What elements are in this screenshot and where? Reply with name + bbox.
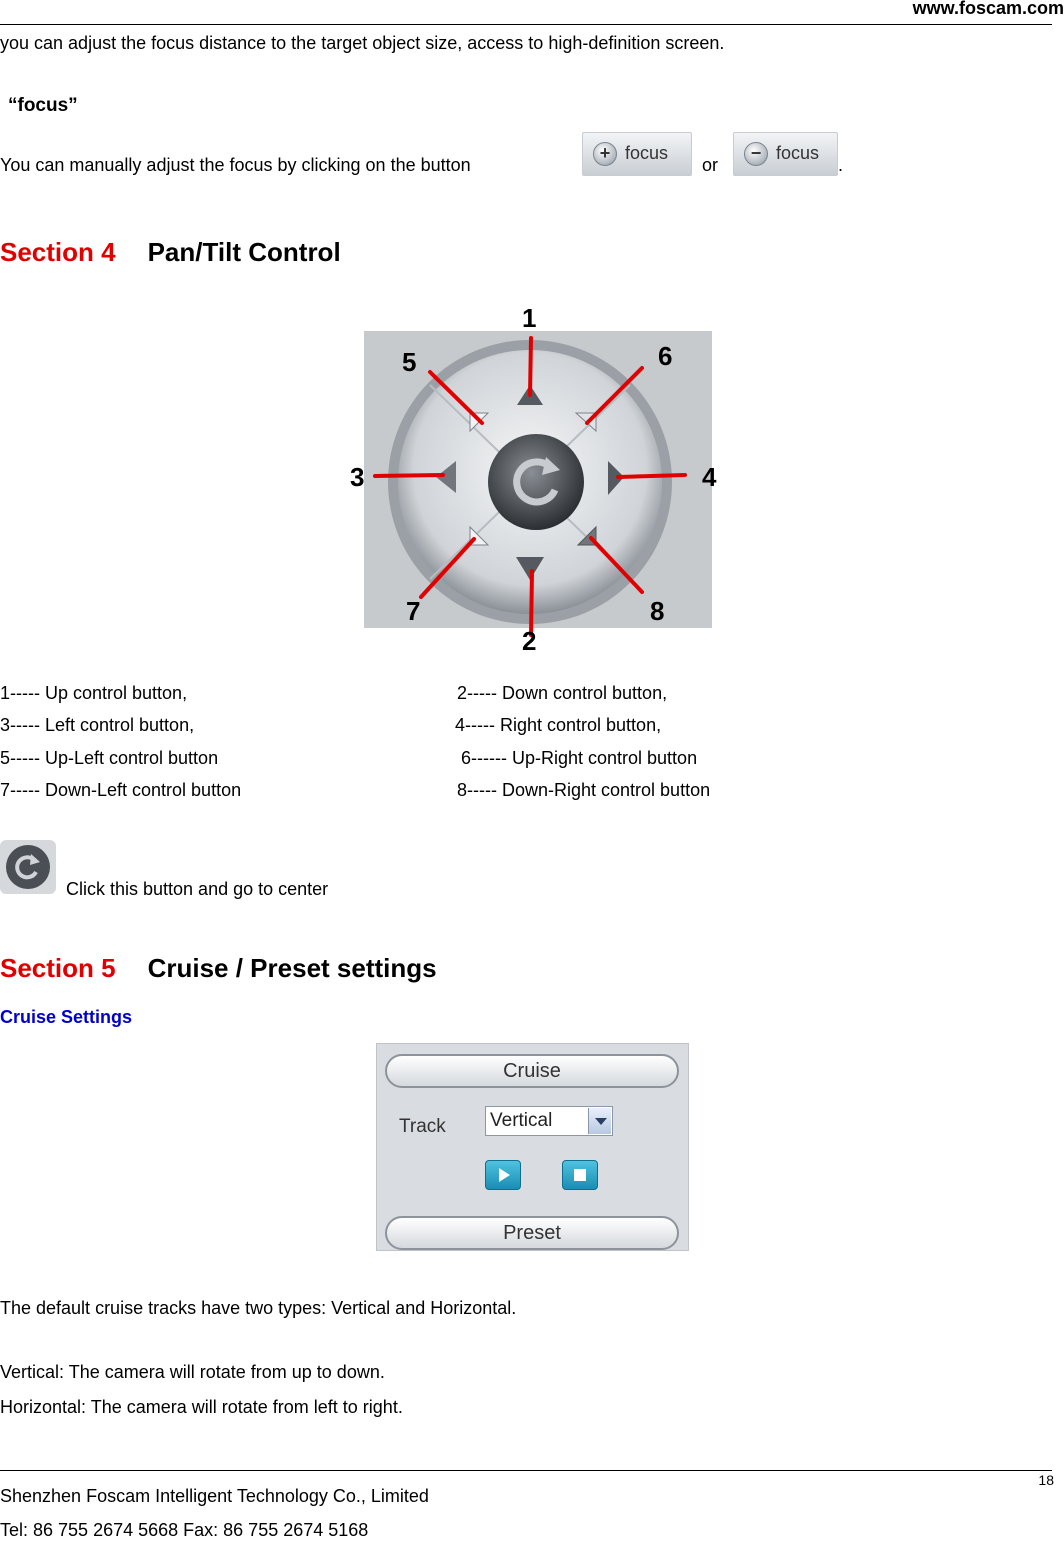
page-number: 18	[1038, 1472, 1054, 1488]
list-item: 8----- Down-Right control button	[457, 780, 711, 800]
header-url: www.foscam.com	[912, 0, 1064, 18]
footer-rule	[0, 1470, 1052, 1471]
list-item: 2----- Down control button,	[457, 683, 668, 703]
center-text: Click this button and go to center	[66, 879, 329, 899]
focus-heading: “focus”	[8, 95, 78, 116]
header-rule	[0, 24, 1052, 25]
focus-or: or	[702, 155, 719, 175]
section5-title: Cruise / Preset settings	[147, 953, 437, 983]
callout-4: 4	[702, 462, 717, 492]
callout-2: 2	[522, 626, 537, 656]
focus-plus-label: focus	[625, 143, 669, 163]
chevron-down-icon	[588, 1108, 611, 1134]
callout-3: 3	[350, 462, 365, 492]
start-cruise-button[interactable]	[485, 1160, 521, 1190]
list-item: 7----- Down-Left control button	[0, 780, 242, 800]
section5-heading	[0, 953, 437, 984]
footer-company: Shenzhen Foscam Intelligent Technology Co., Limited	[0, 1486, 429, 1506]
list-item: 1----- Up control button,	[0, 683, 188, 703]
plus-icon: +	[593, 142, 617, 166]
track-select[interactable]	[485, 1106, 613, 1136]
section4-title: Pan/Tilt Control	[147, 237, 341, 267]
section5-number: Section 5	[0, 953, 116, 983]
focus-sentence: You can manually adjust the focus by clicking on the button	[0, 155, 471, 175]
ptz-diagram-svg	[340, 295, 740, 660]
section4-heading	[0, 237, 341, 268]
center-button[interactable]	[488, 434, 584, 530]
focus-minus-label: focus	[776, 143, 820, 163]
callout-8: 8	[650, 596, 665, 626]
center-button-icon	[0, 840, 56, 894]
stop-cruise-button[interactable]	[562, 1160, 598, 1190]
section4-number: Section 4	[0, 237, 116, 267]
play-icon	[486, 1161, 520, 1189]
stop-icon	[563, 1161, 597, 1189]
callout-5: 5	[402, 347, 417, 377]
horizontal-text: Horizontal: The camera will rotate from left to right.	[0, 1397, 403, 1417]
intro-text: you can adjust the focus distance to the target object size, access to high-definition screen.	[0, 33, 725, 53]
cruise-paragraph: The default cruise tracks have two types: Vertical and Horizontal.	[0, 1298, 517, 1318]
minus-icon: −	[744, 142, 768, 166]
list-item: 4----- Right control button,	[455, 715, 662, 735]
callout-6: 6	[658, 341, 673, 371]
track-select-value: Vertical	[490, 1110, 553, 1131]
preset-button[interactable]: Preset	[385, 1216, 679, 1250]
vertical-text: Vertical: The camera will rotate from up to down.	[0, 1362, 385, 1382]
list-item: 3----- Left control button,	[0, 715, 195, 735]
focus-minus-button[interactable]	[733, 132, 838, 176]
focus-plus-button[interactable]	[582, 132, 692, 176]
track-label: Track	[399, 1116, 446, 1137]
callout-1: 1	[522, 303, 537, 333]
center-rotate-icon	[0, 840, 56, 894]
callout-7: 7	[406, 596, 421, 626]
focus-period: .	[838, 155, 844, 175]
cruise-settings-subheading: Cruise Settings	[0, 1007, 133, 1027]
list-item: 6------ Up-Right control button	[461, 748, 698, 768]
list-item: 5----- Up-Left control button	[0, 748, 219, 768]
footer-contact: Tel: 86 755 2674 5668 Fax: 86 755 2674 5168	[0, 1520, 369, 1540]
cruise-panel	[376, 1043, 689, 1251]
cruise-button[interactable]: Cruise	[385, 1054, 679, 1088]
